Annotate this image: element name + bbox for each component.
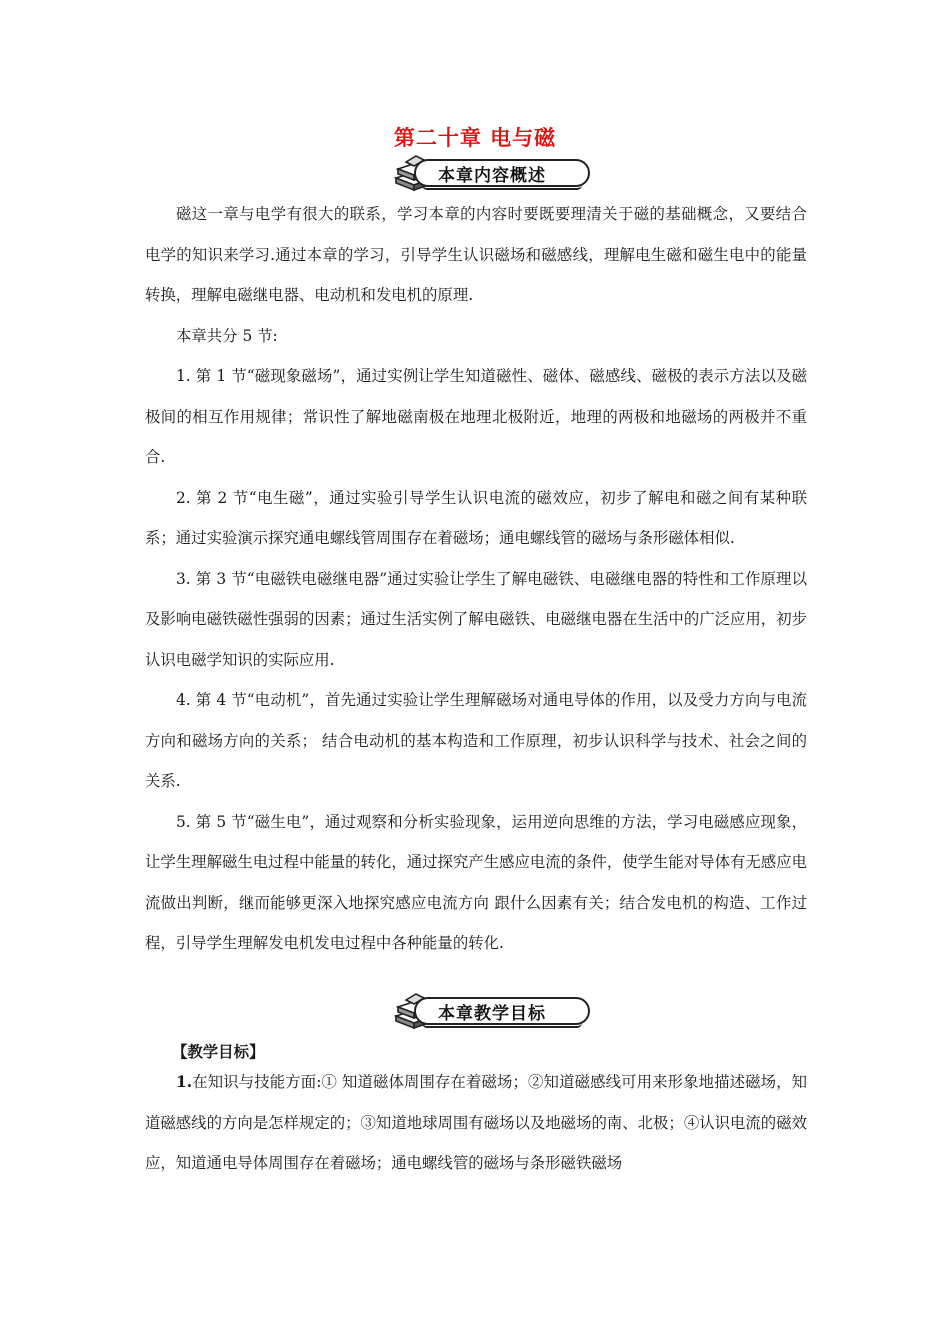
section-banner-overview xyxy=(392,152,592,192)
goals-heading: 【教学目标】 xyxy=(172,1043,265,1061)
banner-label: 本章教学目标 xyxy=(438,1004,546,1024)
overview-intro: 磁这一章与电学有很大的联系，学习本章的内容时要既要理清关于磁的基础概念，又要结合电学的知识来学习.通过本章的学习，引导学生认识磁场和磁感线，理解电生磁和磁生电中的能量转换，理解电磁继电器、电动机和发电机的原理. xyxy=(145,205,807,304)
overview-item-4: 4. 第 4 节“电动机”，首先通过实验让学生理解磁场对通电导体的作用，以及受力方向与电流方向和磁场方向的关系； 结合电动机的基本构造和工作原理，初步认识科学与技术、社会之间的关系. xyxy=(145,691,807,790)
banner-label: 本章内容概述 xyxy=(438,166,546,186)
overview-item-3: 3. 第 3 节“电磁铁电磁继电器”通过实验让学生了解电磁铁、电磁继电器的特性和工作原理以及影响电磁铁磁性强弱的因素；通过生活实例了解电磁铁、电磁继电器在生活中的广泛应用，初步认识电磁学知识的实际应用. xyxy=(145,569,807,669)
overview-text xyxy=(145,194,807,964)
overview-item-5: 5. 第 5 节“磁生电”，通过观察和分析实验现象，运用逆向思维的方法，学习电磁感应现象，让学生理解磁生电过程中能量的转化，通过探究产生感应电流的条件，使学生能对导体有无感应电流做出判断，继而能够更深入地探究感应电流方向 跟什么因素有关；结合发电机的构造、工作过程，引导学生理解发电机发电过程中各种能量的转化. xyxy=(145,812,807,952)
overview-item-2: 2. 第 2 节“电生磁”，通过实验引导学生认识电流的磁效应，初步了解电和磁之间有某种联系；通过实验演示探究通电螺线管周围存在着磁场；通电螺线管的磁场与条形磁体相似. xyxy=(145,488,807,547)
goal-item-number: 1. xyxy=(176,1073,193,1091)
section-banner-goals xyxy=(392,990,592,1030)
goals-text xyxy=(145,1062,807,1184)
chapter-title: 第二十章 电与磁 xyxy=(393,126,557,150)
sections-count: 本章共分 5 节: xyxy=(176,326,278,345)
overview-item-1: 1. 第 1 节“磁现象磁场”，通过实例让学生知道磁性、磁体、磁感线、磁极的表示方法以及磁极间的相互作用规律；常识性了解地磁南极在地理北极附近，地理的两极和地磁场的两极并不重合. xyxy=(145,367,807,466)
goal-item-1 xyxy=(145,1062,807,1184)
goal-item-text: 在知识与技能方面:① 知道磁体周围存在着磁场；②知道磁感线可用来形象地描述磁场，知道磁感线的方向是怎样规定的；③知道地球周围有磁场以及地磁场的南、北极；④认识电流的磁效应，知道通电导体周围存在着磁场；通电螺线管的磁场与条形磁铁磁场 xyxy=(145,1073,807,1172)
